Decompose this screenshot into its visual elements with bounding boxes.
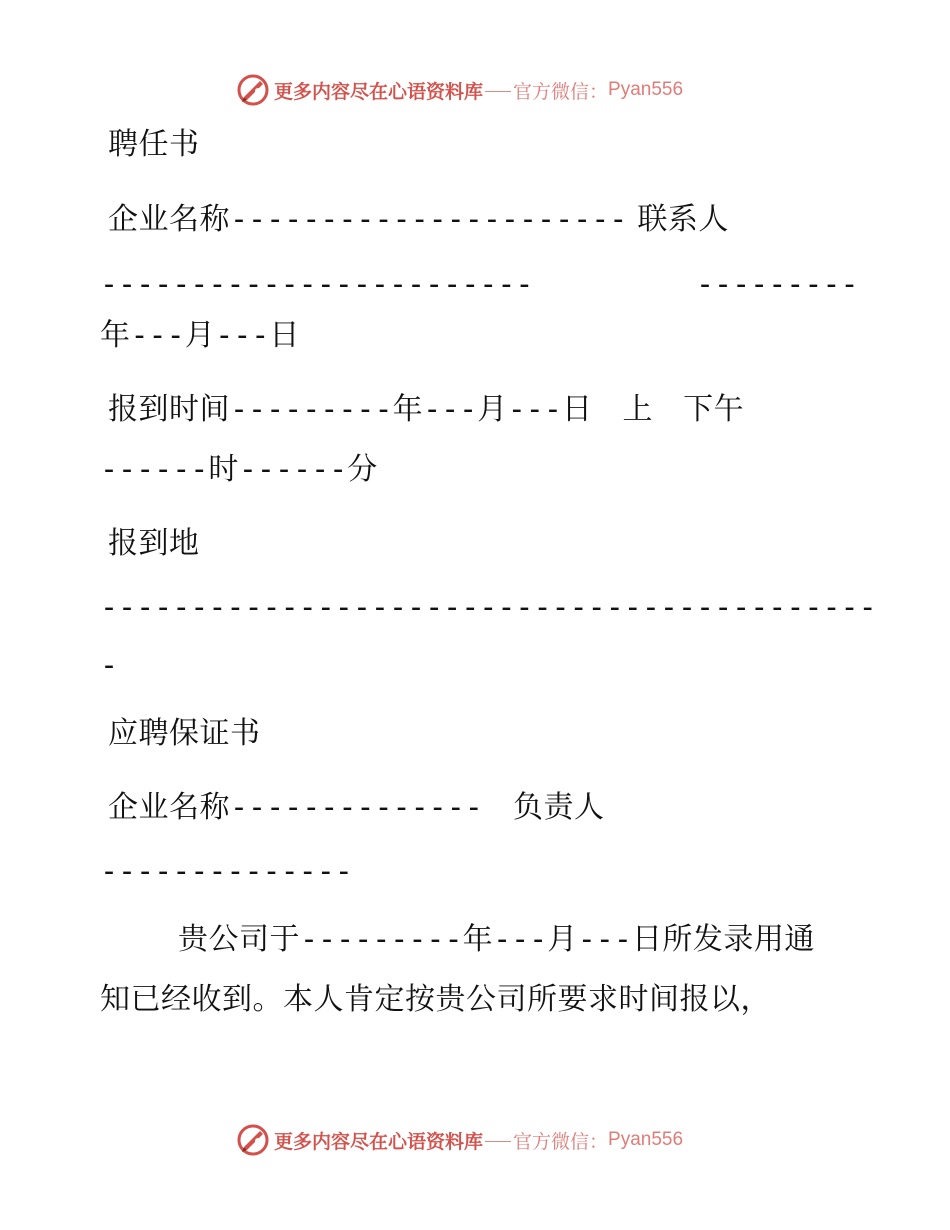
banner-wechat-id: Pyan556 — [608, 79, 684, 100]
date-line — [100, 316, 300, 356]
notice-paragraph-line-1 — [178, 920, 815, 960]
responsible-blank: -------------- — [100, 854, 353, 889]
notice-intro: 贵公司于 — [178, 922, 300, 957]
year-label: 年 — [100, 318, 131, 353]
company-contact-line — [108, 200, 729, 240]
report-year-blank: --------- — [230, 392, 393, 427]
company-responsible-line — [108, 788, 604, 828]
day-blank: --- — [215, 318, 270, 353]
banner-separator — [485, 91, 511, 92]
report-place-blank-end: - — [100, 648, 119, 683]
report-month-blank: --- — [423, 392, 478, 427]
banner-sub-text: 官方微信： — [513, 1130, 609, 1153]
notice-month-label: 月 — [547, 922, 578, 957]
report-month-label: 月 — [477, 392, 508, 427]
hour-label: 时 — [208, 452, 239, 487]
notice-month-blank: --- — [493, 922, 548, 957]
company-name-label: 企业名称 — [108, 202, 230, 237]
company-name-blank: ---------------------- — [230, 202, 628, 237]
report-place-blank-line — [100, 588, 877, 628]
minute-label: 分 — [347, 452, 378, 487]
date-year-blank-line — [696, 265, 859, 305]
report-year-label: 年 — [392, 392, 424, 427]
report-time-line — [108, 390, 744, 430]
notice-year-blank: --------- — [300, 922, 463, 957]
year-blank: --------- — [696, 267, 859, 302]
banner-sub-text: 官方微信： — [513, 80, 609, 103]
title-guarantee: 应聘保证书 — [108, 716, 261, 751]
pen-logo-icon — [236, 73, 270, 107]
title-appointment: 聘任书 — [108, 127, 200, 162]
hour-blank: ------ — [100, 452, 209, 487]
contact-blank: ------------------------ — [100, 267, 534, 302]
contact-blank-line — [100, 265, 533, 305]
banner-wechat-id: Pyan556 — [608, 1129, 684, 1150]
notice-paragraph-line-2: 知已经收到。本人肯定按贵公司所要求时间报以， — [100, 982, 771, 1017]
notice-day-text: 日所发录用通 — [631, 922, 815, 957]
notice-day-blank: --- — [577, 922, 632, 957]
report-time-label: 报到时间 — [108, 392, 230, 427]
report-place-blank: ------------------------------------------- — [100, 590, 877, 625]
banner-main-text: 更多内容尽在心语资料库 — [274, 1130, 484, 1153]
pen-logo-icon — [236, 1123, 270, 1157]
minute-blank: ------ — [238, 452, 348, 487]
contact-label: 联系人 — [627, 202, 729, 237]
report-place-blank-tail — [100, 646, 118, 686]
responsible-blank-line — [100, 852, 353, 892]
report-hour-line — [100, 450, 378, 490]
banner-separator — [485, 1141, 511, 1142]
month-blank: --- — [130, 318, 185, 353]
day-label: 日 — [269, 318, 300, 353]
month-label: 月 — [184, 318, 216, 353]
report-day-ampm-label: 日 上 下午 — [561, 392, 745, 427]
footer-banner — [236, 1120, 683, 1160]
banner-main-text: 更多内容尽在心语资料库 — [274, 80, 484, 103]
report-day-blank: --- — [507, 392, 562, 427]
notice-year-label: 年 — [462, 922, 494, 957]
header-banner — [236, 70, 683, 110]
company-name-blank-2: -------------- — [230, 790, 483, 825]
report-place-label: 报到地 — [108, 526, 200, 561]
company-name-label-2: 企业名称 — [108, 790, 230, 825]
responsible-label: 负责人 — [482, 790, 605, 825]
